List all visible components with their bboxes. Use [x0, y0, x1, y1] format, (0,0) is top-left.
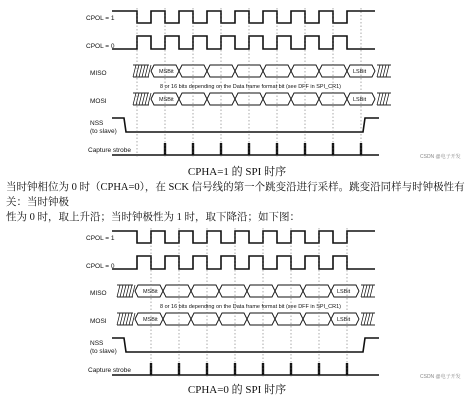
- miso-hatch-line: [117, 285, 120, 297]
- miso-label: MISO: [90, 70, 107, 77]
- nss-waveform: [112, 338, 379, 352]
- mosi-hatch-line: [129, 313, 132, 325]
- mosi-hatch-line: [367, 313, 370, 325]
- mosi-label: MOSI: [90, 98, 107, 105]
- cpol1-label: CPOL = 1: [86, 235, 115, 242]
- cpol1-clock-waveform: [112, 231, 375, 243]
- miso-hatch-line: [145, 65, 148, 77]
- miso-lsb-label: LSBit: [353, 69, 367, 75]
- miso-hatch-line: [386, 65, 389, 77]
- mosi-hatch-line: [123, 313, 126, 325]
- mosi-bit-cell: [191, 313, 219, 325]
- mosi-trail-hatch: [361, 313, 373, 325]
- mosi-hatch-line: [142, 93, 145, 105]
- miso-label: MISO: [90, 290, 107, 297]
- mosi-msb-label: MSBit: [159, 97, 174, 103]
- miso-hatch-line: [370, 285, 373, 297]
- miso-hatch-line: [123, 285, 126, 297]
- mosi-bit-cell: [219, 313, 247, 325]
- miso-hatch-line: [377, 65, 380, 77]
- mosi-hatch-line: [380, 93, 383, 105]
- miso-bit-cell: [219, 285, 247, 297]
- miso-hatch-line: [364, 285, 367, 297]
- miso-hatch-line: [120, 285, 123, 297]
- miso-hatch-line: [129, 285, 132, 297]
- mosi-msb-label: MSBit: [143, 317, 158, 323]
- mosi-hatch-line: [361, 313, 364, 325]
- timing-diagram-cpha0-svg: [0, 220, 474, 380]
- timing-diagram-cpha1-svg: [0, 0, 474, 160]
- mosi-hatch-line: [133, 93, 136, 105]
- mosi-hatch-line: [136, 93, 139, 105]
- miso-bit-cell: [191, 285, 219, 297]
- mosi-label: MOSI: [90, 318, 107, 325]
- nss-label: NSS: [90, 340, 104, 347]
- capture-label: Capture strobe: [88, 147, 131, 154]
- miso-hatch-line: [142, 65, 145, 77]
- miso-trail-hatch: [361, 285, 373, 297]
- mosi-idle-hatch: [133, 93, 151, 105]
- miso-bit-cell: [163, 285, 191, 297]
- watermark: CSDN @电子开发: [420, 154, 461, 160]
- mosi-hatch-line: [383, 93, 386, 105]
- miso-bit-cell: [247, 285, 275, 297]
- cpol0-clock-waveform: [112, 36, 375, 49]
- miso-hatch-line: [380, 65, 383, 77]
- explanation-paragraph: [6, 180, 466, 225]
- nss-sub-label: (to slave): [90, 128, 117, 135]
- mosi-trail-hatch: [377, 93, 389, 105]
- miso-idle-hatch: [133, 65, 151, 77]
- cpol0-clock-waveform: [112, 256, 375, 269]
- mosi-hatch-line: [386, 93, 389, 105]
- mosi-bit-cell: [163, 313, 191, 325]
- dff-note: 8 or 16 bits depending on the Data frame format bit (see DFF in SPI_CR1): [160, 304, 341, 310]
- cpol1-clock-waveform: [112, 11, 375, 23]
- caption-cpha0: CPHA=0 的 SPI 时序: [187, 384, 287, 396]
- miso-hatch-line: [367, 285, 370, 297]
- watermark: CSDN @电子开发: [420, 374, 461, 380]
- mosi-bit-cell: [275, 313, 303, 325]
- nss-waveform: [112, 118, 379, 132]
- caption-cpha1: CPHA=1 的 SPI 时序: [187, 166, 287, 178]
- mosi-hatch-line: [117, 313, 120, 325]
- mosi-hatch-line: [364, 313, 367, 325]
- mosi-hatch-line: [377, 93, 380, 105]
- miso-hatch-line: [383, 65, 386, 77]
- nss-sub-label: (to slave): [90, 348, 117, 355]
- miso-trail-hatch: [377, 65, 389, 77]
- cpol1-label: CPOL = 1: [86, 15, 115, 22]
- miso-hatch-line: [136, 65, 139, 77]
- timing-diagram-cpha1: [0, 0, 474, 160]
- miso-hatch-line: [133, 65, 136, 77]
- miso-hatch-line: [139, 65, 142, 77]
- mosi-hatch-line: [126, 313, 129, 325]
- mosi-hatch-line: [139, 93, 142, 105]
- timing-diagram-cpha0: [0, 220, 474, 380]
- mosi-idle-hatch: [117, 313, 135, 325]
- miso-hatch-line: [126, 285, 129, 297]
- mosi-lsb-label: LSBit: [337, 317, 351, 323]
- miso-bit-cell: [303, 285, 331, 297]
- miso-lsb-label: LSBit: [337, 289, 351, 295]
- mosi-lsb-label: LSBit: [353, 97, 367, 103]
- paragraph-line-1: 当时钟相位为 0 时（CPHA=0），在 SCK 信号线的第一个跳变沿进行采样。跳变沿同样与时钟极性有关：当时钟极: [6, 182, 465, 208]
- miso-msb-label: MSBit: [143, 289, 158, 295]
- paragraph-line-2: 性为 0 时，取上升沿；当时钟极性为 1 时，取下降沿；如下图：: [6, 212, 300, 223]
- miso-msb-label: MSBit: [159, 69, 174, 75]
- miso-bit-cell: [275, 285, 303, 297]
- dff-note: 8 or 16 bits depending on the Data frame format bit (see DFF in SPI_CR1): [160, 84, 341, 90]
- mosi-bit-cell: [247, 313, 275, 325]
- nss-label: NSS: [90, 120, 104, 127]
- cpol0-label: CPOL = 0: [86, 263, 115, 270]
- cpol0-label: CPOL = 0: [86, 43, 115, 50]
- mosi-bit-cell: [303, 313, 331, 325]
- miso-hatch-line: [361, 285, 364, 297]
- capture-label: Capture strobe: [88, 367, 131, 374]
- mosi-hatch-line: [145, 93, 148, 105]
- mosi-hatch-line: [370, 313, 373, 325]
- mosi-hatch-line: [120, 313, 123, 325]
- miso-idle-hatch: [117, 285, 135, 297]
